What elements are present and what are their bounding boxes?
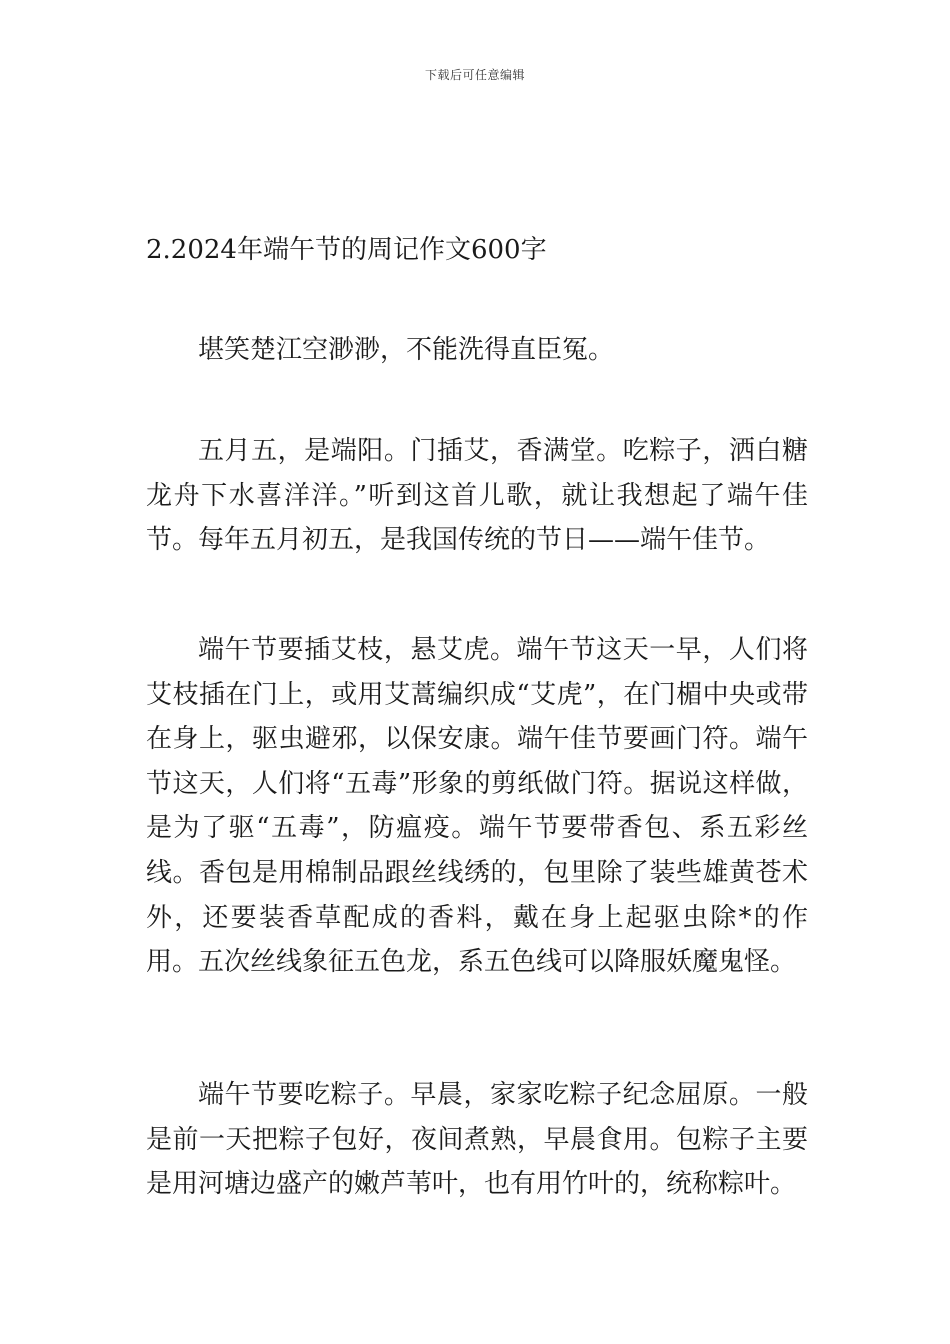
- paragraph-4: 端午节要吃粽子。早晨，家家吃粽子纪念屈原。一般是前一天把粽子包好，夜间煮熟，早晨食用。包粽子主要是用河塘边盛产的嫩芦苇叶，也有用竹叶的，统称粽叶。: [146, 1080, 808, 1200]
- document-title: 2.2024年端午节的周记作文600字: [146, 235, 547, 265]
- paragraph-3: 端午节要插艾枝，悬艾虎。端午节这天一早，人们将艾枝插在门上，或用艾蒿编织成“艾虎”，在门楣中央或带在身上，驱虫避邪，以保安康。端午佳节要画门符。端午节这天，人们将“五毒”形象的剪纸做门符。据说这样做，是为了驱“五毒”，防瘟疫。端午节要带香包、系五彩丝线。香包是用棉制品跟丝线绣的，包里除了装些雄黄苍术外，还要装香草配成的香料，戴在身上起驱虫除*的作用。五次丝线象征五色龙，系五色线可以降服妖魔鬼怪。: [146, 635, 808, 978]
- paragraph-2: 五月五，是端阳。门插艾，香满堂。吃粽子，洒白糖龙舟下水喜洋洋。”听到这首儿歌，就让我想起了端午佳节。每年五月初五，是我国传统的节日——端午佳节。: [146, 436, 808, 556]
- page-header: 下载后可任意编辑: [424, 68, 525, 82]
- paragraph-1: 堪笑楚江空渺渺，不能洗得直臣冤。: [198, 335, 615, 365]
